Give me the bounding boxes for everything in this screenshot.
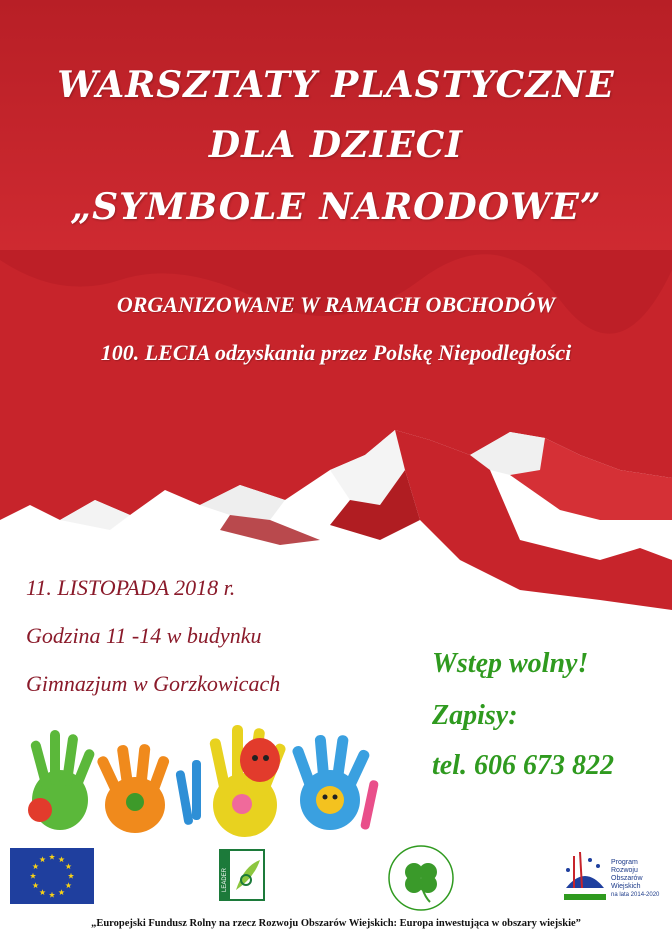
prow-line-5: na lata 2014-2020 xyxy=(611,892,660,898)
painted-hands-illustration xyxy=(10,700,390,840)
leader-icon xyxy=(210,846,266,904)
free-admission: Wstęp wolny! xyxy=(432,648,589,679)
eu-flag-logo xyxy=(10,848,94,904)
prow-line-1: Program xyxy=(611,859,638,866)
title-line-3: „SYMBOLE NARODOWE” xyxy=(70,186,602,228)
signup-label: Zapisy: xyxy=(432,700,518,731)
leader-label: LEADER xyxy=(222,867,228,892)
eafrd-footer: „Europejski Fundusz Rolny na rzecz Rozwoju Obszarów Wiejskich: Europa inwestująca w obszary wiejskie” xyxy=(91,918,581,929)
prow-line-3: Obszarów xyxy=(611,875,643,882)
event-date: 11. LISTOPADA 2018 r. xyxy=(26,575,236,600)
title-line-2: DLA DZIECI xyxy=(208,124,464,166)
lgd-clover-logo xyxy=(386,844,456,912)
event-hours: Godzina 11 -14 w budynku xyxy=(26,623,262,648)
prow-line-2: Rozwoju xyxy=(611,867,638,874)
prow-logo xyxy=(560,848,610,908)
title-line-1: WARSZTATY PLASTYCZNE xyxy=(57,64,615,106)
subtitle-line-1: ORGANIZOWANE W RAMACH OBCHODÓW xyxy=(116,292,556,317)
leader-logo xyxy=(210,846,266,904)
prow-line-4: Wiejskich xyxy=(611,883,641,890)
event-place: Gimnazjum w Gorzkowicach xyxy=(26,671,281,696)
subtitle-line-2: 100. LECIA odzyskania przez Polskę Niepodległości xyxy=(100,340,572,365)
phone-number: tel. 606 673 822 xyxy=(432,750,614,781)
